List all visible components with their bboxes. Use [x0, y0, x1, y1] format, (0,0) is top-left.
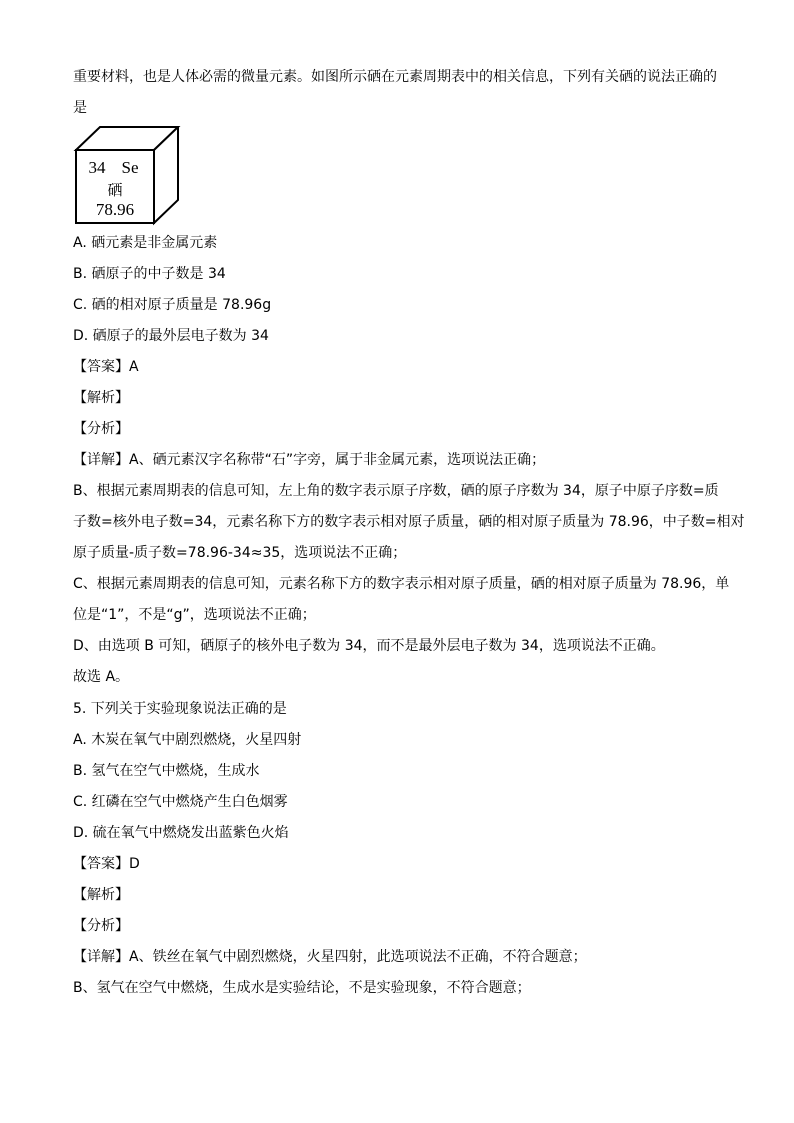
q5-option-a: A. 木炭在氧气中剧烈燃烧，火星四射: [73, 732, 302, 748]
q5-option-b: B. 氢气在空气中燃烧，生成水: [73, 763, 260, 779]
q4-answer: 【答案】A: [73, 359, 139, 375]
q5-detail-line: 【详解】A、铁丝在氧气中剧烈燃烧，火星四射，此选项说法不正确，不符合题意；: [73, 949, 587, 965]
q5-answer: 【答案】D: [73, 856, 140, 872]
q4-detail-line: B、根据元素周期表的信息可知，左上角的数字表示原子序数，硒的原子序数为 34，原子中原子序数=质: [73, 483, 719, 499]
q5-option-c: C. 红磷在空气中燃烧产生白色烟雾: [73, 794, 288, 810]
q4-analysis-heading: 【解析】: [73, 390, 129, 406]
element-symbol: Se: [121, 158, 139, 177]
q4-detail-line: 子数=核外电子数=34，元素名称下方的数字表示相对原子质量，硒的相对原子质量为 78.96，中子数=相对: [73, 514, 745, 530]
q4-detail-line: D、由选项 B 可知，硒原子的核外电子数为 34，而不是最外层电子数为 34，选项说法不正确。: [73, 638, 665, 654]
intro-line-2: 是: [73, 100, 87, 116]
q4-conclusion: 故选 A。: [73, 669, 130, 685]
atomic-number: 34: [88, 158, 106, 177]
q5-breakdown-heading: 【分析】: [73, 918, 129, 934]
q5-analysis-heading: 【解析】: [73, 887, 129, 903]
q4-option-b: B. 硒原子的中子数是 34: [73, 266, 226, 282]
element-card: [73, 126, 181, 226]
q4-detail-line: 位是“1”，不是“g”，选项说法不正确；: [73, 607, 316, 623]
q5-option-d: D. 硫在氧气中燃烧发出蓝紫色火焰: [73, 825, 289, 841]
q4-detail-line: 【详解】A、硒元素汉字名称带“石”字旁，属于非金属元素，选项说法正确；: [73, 452, 546, 468]
atomic-mass: 78.96: [95, 200, 135, 219]
element-name: 硒: [107, 181, 123, 199]
q4-detail-line: 原子质量-质子数=78.96-34≈35，选项说法不正确；: [73, 545, 407, 561]
q4-breakdown-heading: 【分析】: [73, 421, 129, 437]
q4-option-a: A. 硒元素是非金属元素: [73, 235, 218, 251]
q4-detail-line: C、根据元素周期表的信息可知，元素名称下方的数字表示相对原子质量，硒的相对原子质量为 78.96，单: [73, 576, 730, 592]
q4-option-d: D. 硒原子的最外层电子数为 34: [73, 328, 269, 344]
q5-detail-line: B、氢气在空气中燃烧，生成水是实验结论，不是实验现象，不符合题意；: [73, 980, 531, 996]
q4-option-c: C. 硒的相对原子质量是 78.96g: [73, 297, 272, 313]
q5-stem: 5. 下列关于实验现象说法正确的是: [73, 701, 287, 717]
intro-line-1: 重要材料，也是人体必需的微量元素。如图所示硒在元素周期表中的相关信息，下列有关硒的说法正确的: [73, 69, 717, 85]
